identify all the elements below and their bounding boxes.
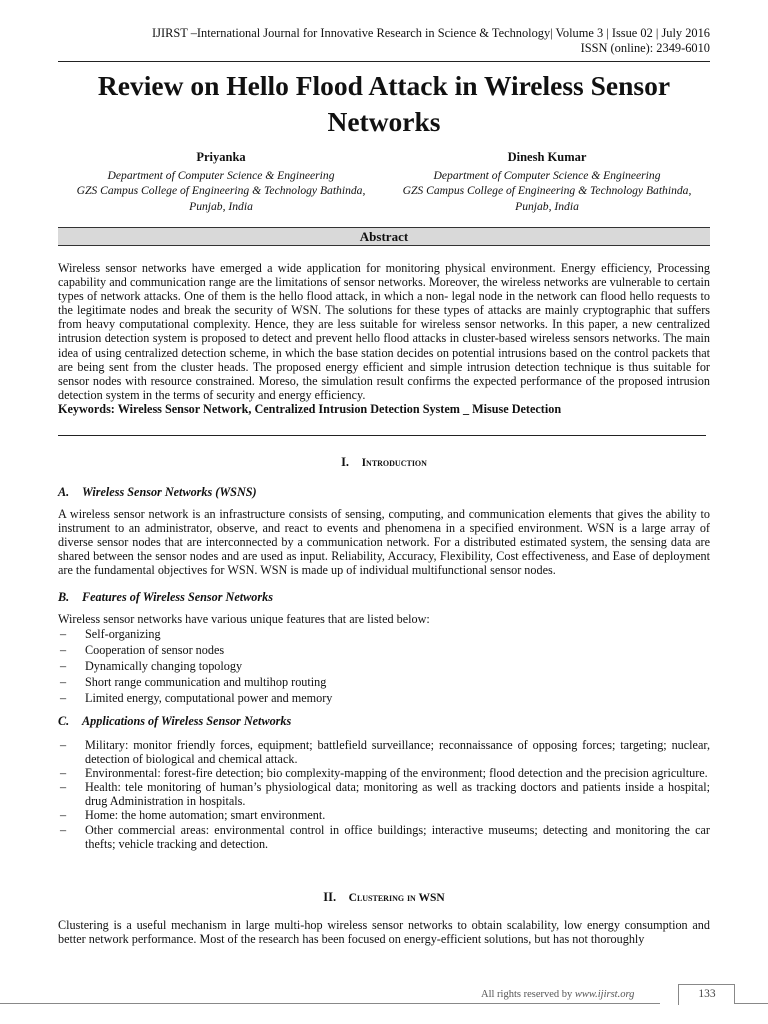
section-heading-introduction [58, 455, 710, 470]
author-2 [384, 150, 710, 214]
author-department: Department of Computer Science & Engineering [433, 168, 661, 182]
section-title: Clustering in WSN [348, 892, 445, 904]
keywords: Keywords: Wireless Sensor Network, Centralized Intrusion Detection System _ Misuse Detection [58, 401, 562, 416]
journal-header-line1: IJIRST –International Journal for Innovative Research in Science & Technology| Volume 3 | Issue 02 | July 2016 [152, 26, 710, 40]
list-item: – Cooperation of sensor nodes [60, 643, 225, 658]
features-block [58, 612, 710, 706]
list-item: – Military: monitor friendly forces, equipment; battlefield surveillance; reconnaissance of opposing forces; targeting; nuclear, detection of biological and chemical attack. [60, 738, 710, 767]
section-heading-clustering [58, 890, 710, 905]
footer-rule-tail [734, 1003, 768, 1004]
list-item-text: Environmental: forest-fire detection; bio complexity-mapping of the environment; flood detection and the precision agriculture. [85, 766, 708, 781]
subsection-heading-wsns [58, 485, 257, 500]
author-block [58, 150, 710, 214]
list-item-text: Limited energy, computational power and memory [85, 691, 333, 706]
list-item: – Home: the home automation; smart environment. [60, 808, 326, 823]
list-item: – Short range communication and multihop routing [60, 675, 327, 690]
list-item-text: Self-organizing [85, 627, 161, 642]
list-item-text: Health: tele monitoring of human’s physiological data; monitoring as well as tracking doctors and patients inside a hospital; drug Administration in hospitals. [85, 780, 710, 809]
applications-list [58, 738, 710, 851]
paragraph-wsns: A wireless sensor network is an infrastructure consists of sensing, computing, and communication elements that gives the ability to instrument to an administrator, observe, and react to events and phenomena in a specified environment. WSN is a large array of diverse sensor nodes that are interconnected by a communication network. For a distributed estimated system, the sensing data are shared between the sensor nodes and are used as input. Reliability, Accuracy, Flexibility, Cost effectiveness, and Ease of deployment are the fundamental objectives for WSN. WSN is made up of individual multifunctional sensor nodes. [58, 507, 710, 578]
subsection-heading-features [58, 590, 273, 605]
author-name: Dinesh Kumar [507, 150, 587, 164]
author-name: Priyanka [196, 150, 246, 164]
author-campus: GZS Campus College of Engineering & Technology Bathinda, [402, 184, 692, 197]
abstract-rule [58, 435, 706, 436]
list-item: – Other commercial areas: environmental control in office buildings; interactive museums; detecting and monitoring the car thefts; vehicle tracking and detection. [60, 822, 710, 851]
list-item-text: Cooperation of sensor nodes [85, 643, 225, 658]
section-number: II. [323, 890, 337, 904]
subsection-letter: C. [58, 714, 70, 728]
author-place: Punjab, India [515, 199, 579, 213]
subsection-title: Applications of Wireless Sensor Networks [82, 714, 292, 728]
author-place: Punjab, India [189, 199, 253, 213]
features-intro: Wireless sensor networks have various unique features that are listed below: [58, 612, 430, 626]
section-number: I. [341, 455, 350, 469]
subsection-heading-applications [58, 714, 291, 729]
section-title: Introduction [361, 457, 427, 469]
subsection-letter: B. [58, 590, 70, 604]
page-number: 133 [678, 984, 735, 1005]
author-campus: GZS Campus College of Engineering & Technology Bathinda, [76, 184, 366, 197]
author-1 [58, 150, 384, 214]
paragraph-clustering: Clustering is a useful mechanism in large multi-hop wireless sensor networks to obtain scalability, low energy consumption and better network performance. Most of the research has been focused on energy-efficient solutions, but has not thoroughly [58, 918, 710, 947]
list-item-text: Other commercial areas: environmental control in office buildings; interactive museums; detecting and monitoring the car thefts; vehicle tracking and detection. [85, 822, 710, 851]
abstract-heading: Abstract [58, 227, 710, 246]
subsection-title: Features of Wireless Sensor Networks [82, 590, 273, 604]
footer-rule [0, 1003, 660, 1004]
footer-website-link[interactable]: www.ijirst.org [574, 989, 635, 1000]
footer-rights-text: All rights reserved by [481, 989, 573, 1000]
journal-header [152, 26, 710, 56]
list-item: – Limited energy, computational power and memory [60, 691, 333, 706]
abstract-body [58, 261, 710, 416]
page-box-edge [734, 984, 735, 1004]
journal-header-issn: ISSN (online): 2349-6010 [580, 41, 710, 55]
author-department: Department of Computer Science & Engineering [107, 168, 335, 182]
list-item: – Environmental: forest-fire detection; bio complexity-mapping of the environment; flood detection and the precision agriculture. [60, 766, 708, 781]
list-item: – Self-organizing [60, 627, 161, 642]
paper-title: Review on Hello Flood Attack in Wireless Sensor Networks [97, 70, 671, 137]
applications-block [58, 738, 710, 851]
list-item: – Dynamically changing topology [60, 659, 243, 674]
list-item-text: Short range communication and multihop routing [85, 675, 327, 690]
features-list [58, 626, 710, 706]
list-item: – Health: tele monitoring of human’s physiological data; monitoring as well as tracking doctors and patients inside a hospital; drug Administration in hospitals. [60, 780, 710, 809]
abstract-text: Wireless sensor networks have emerged a wide application for monitoring physical environment. Energy efficiency, Processing capability and communication range are the limitations of sensor networks. Moreover, the wireless networks are vulnerable to certain types of network attacks. One of them is the hello flood attack, in which a non- legal node in the network can flood hello requests to the legitimate nodes and break the security of WSN. The solutions for these types of attacks are mainly cryptographic that suffers from heavy computational complexity. Hence, they are less suitable for wireless sensor networks. In this paper, a new centralized intrusion detection system is proposed to detect and prevent hello flood attacks in cluster-based wireless sensors networks. The main idea of using centralized detection scheme, in which the base station decides on potential intrusions based on the control packets that are being sent from the cluster heads. The proposed energy efficient and simple intrusion detection technique is thus suitable for sensor nodes with resource constrained. Moreso, the simulation result confirms the expected performance of the proposed intrusion detection system in the terms of security and energy efficiency. [58, 261, 710, 402]
list-item-text: Dynamically changing topology [85, 659, 243, 674]
subsection-title: Wireless Sensor Networks (WSNS) [82, 485, 257, 499]
list-item-text: Military: monitor friendly forces, equipment; battlefield surveillance; reconnaissance of opposing forces; targeting; nuclear, detection of biological and chemical attack. [85, 738, 710, 767]
list-item-text: Home: the home automation; smart environment. [85, 808, 326, 823]
subsection-letter: A. [58, 485, 70, 499]
header-rule [58, 61, 710, 62]
footer-rights [481, 989, 634, 1000]
